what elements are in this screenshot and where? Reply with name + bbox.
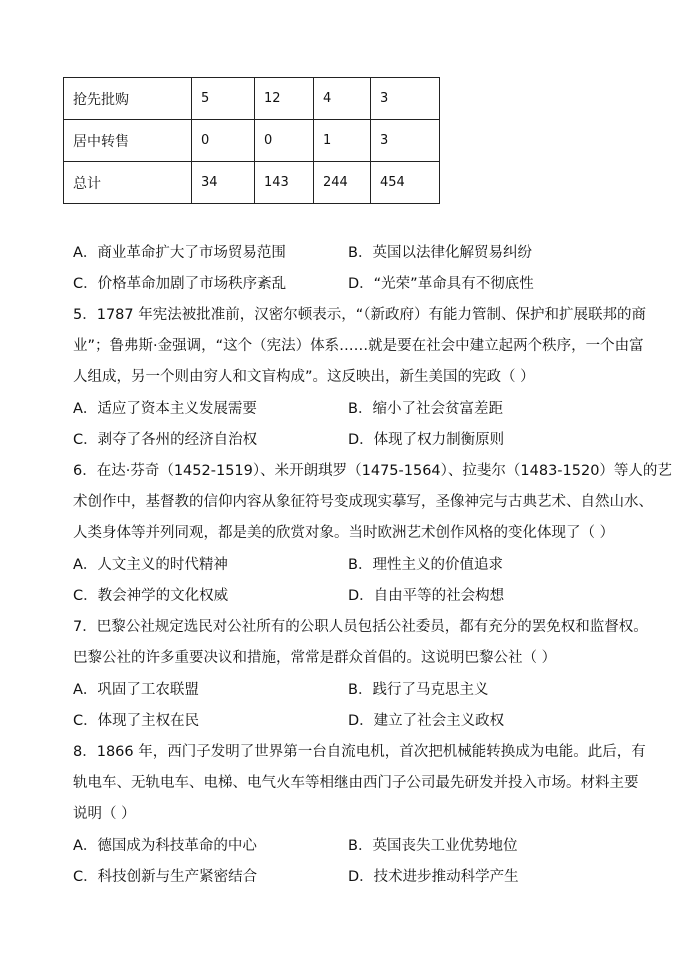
option-b: B．践行了马克思主义 — [348, 682, 489, 698]
option-a: A．人文主义的时代精神 — [73, 557, 228, 573]
question-6-line-2: 术创作中，基督教的信仰内容从象征符号变成现实摹写，圣像神完与古典艺术、自然山水、 — [73, 494, 653, 510]
table-row — [64, 120, 440, 162]
table-cell: 4 — [314, 78, 371, 120]
option-b: B．英国丧失工业优势地位 — [348, 838, 518, 854]
table-cell: 34 — [192, 162, 255, 204]
table-row — [64, 78, 440, 120]
option-d: D．建立了社会主义政权 — [348, 713, 505, 729]
question-8-line-1: 8．1866 年，西门子发明了世界第一台自流电机，首次把机械能转换成为电能。此后，有 — [73, 744, 646, 760]
option-b: B．缩小了社会贫富差距 — [348, 401, 503, 417]
table-cell: 0 — [192, 120, 255, 162]
option-d: D．技术进步推动科学产生 — [348, 869, 519, 885]
option-b: B．理性主义的价值追求 — [348, 557, 503, 573]
table-cell: 143 — [255, 162, 314, 204]
table-cell: 居中转售 — [64, 120, 192, 162]
table-cell: 12 — [255, 78, 314, 120]
table-cell: 5 — [192, 78, 255, 120]
question-5-line-2: 业”；鲁弗斯·金强调，“这个（宪法）体系……就是要在社会中建立起两个秩序，一个由富 — [73, 338, 644, 354]
table-cell: 1 — [314, 120, 371, 162]
option-a: A．巩固了工农联盟 — [73, 682, 199, 698]
option-d: D．体现了权力制衡原则 — [348, 432, 505, 448]
option-a: A．商业革命扩大了市场贸易范围 — [73, 245, 286, 261]
table-cell: 总计 — [64, 162, 192, 204]
question-8-line-2: 轨电车、无轨电车、电梯、电气火车等相继由西门子公司最先研发并投入市场。材料主要 — [73, 775, 639, 791]
option-d: D．自由平等的社会构想 — [348, 588, 505, 604]
question-6-line-1: 6．在达·芬奇（1452-1519）、米开朗琪罗（1475-1564）、拉斐尔（1483-1520）等人的艺 — [73, 463, 672, 479]
question-5-line-1: 5．1787 年宪法被批准前，汉密尔顿表示，“（新政府）有能力管制、保护和扩展联邦的商 — [73, 307, 646, 323]
option-b: B．英国以法律化解贸易纠纷 — [348, 245, 532, 261]
option-c: C．教会神学的文化权威 — [73, 588, 229, 604]
option-c: C．科技创新与生产紧密结合 — [73, 869, 258, 885]
option-c: C．剥夺了各州的经济自治权 — [73, 432, 258, 448]
table-cell: 抢先批购 — [64, 78, 192, 120]
table-row — [64, 162, 440, 204]
question-7-line-2: 巴黎公社的许多重要决议和措施，常常是群众首倡的。这说明巴黎公社（ ） — [73, 650, 557, 666]
table-cell: 3 — [371, 78, 440, 120]
question-6-line-3: 人类身体等并列同观，都是美的欣赏对象。当时欧洲艺术创作风格的变化体现了（ ） — [73, 525, 615, 541]
option-a: A．德国成为科技革命的中心 — [73, 838, 257, 854]
data-table — [63, 77, 440, 204]
option-c: C．价格革命加剧了市场秩序紊乱 — [73, 276, 287, 292]
option-a: A．适应了资本主义发展需要 — [73, 401, 257, 417]
option-d: D．“光荣”革命具有不彻底性 — [348, 276, 534, 292]
table-cell: 3 — [371, 120, 440, 162]
table-cell: 0 — [255, 120, 314, 162]
table-cell: 454 — [371, 162, 440, 204]
question-5-line-3: 人组成，另一个则由穷人和文盲构成”。这反映出，新生美国的宪政（ ） — [73, 369, 535, 385]
table-cell: 244 — [314, 162, 371, 204]
option-c: C．体现了主权在民 — [73, 713, 200, 729]
question-8-line-3: 说明（ ） — [73, 806, 136, 822]
question-7-line-1: 7．巴黎公社规定选民对公社所有的公职人员包括公社委员，都有充分的罢免权和监督权。 — [73, 619, 648, 635]
